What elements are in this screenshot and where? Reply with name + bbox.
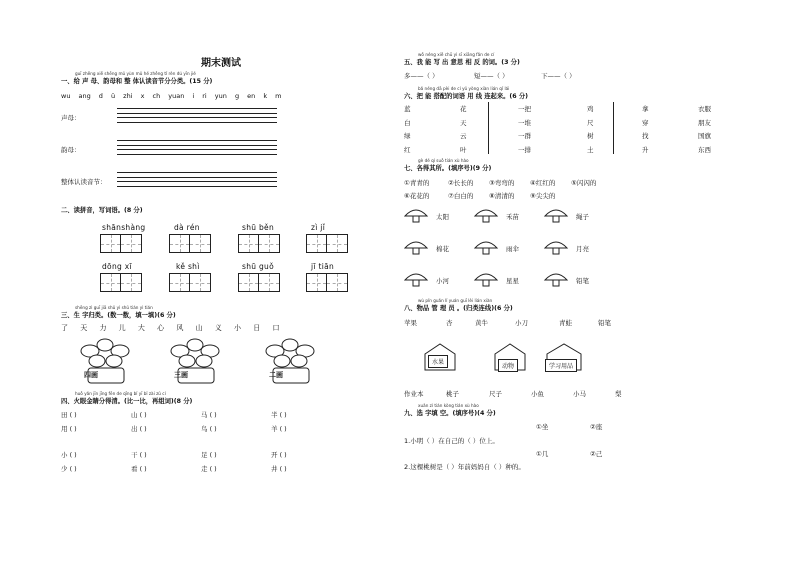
s1-writing-lines-zhengti[interactable] [117,172,277,190]
s8-top-2: 杏 [446,319,453,327]
s1-label-yunmu: 韵母： [61,146,81,154]
house-label-fruit: 水果 [428,355,448,368]
s6-c6-3: 国旗 [698,132,711,140]
s6-c1-4: 红 [404,146,411,154]
s2-pinyin-5: dōng xī [102,262,132,271]
s7-mushrooms [404,206,574,291]
s2-pinyin-7: shū guǒ [242,262,275,271]
s6-c6-2: 朋友 [698,119,711,127]
mush-label-4: 棉花 [436,245,449,253]
s2-pinyin-3: shū běn [242,223,275,232]
s4-r4c4: 井 ( ) [271,465,287,473]
s1-pinyin: guī zhěng xiě shēng mǔ yùn mǔ hé zhěng tǐ rèn dú yīn jié [75,71,196,76]
mushroom-1-3 [545,210,567,222]
s6-c5-3: 找 [642,132,649,140]
s4-r1c3: 马 ( ) [201,411,217,419]
s6-c5-1: 拿 [642,105,649,113]
s6-pinyin: bǎ néng dā pèi de cí yǔ yòng xiàn lián qǐ lái [418,86,510,91]
mushroom-1-1 [405,210,427,222]
s7-opt-9: ⑨尖尖的 [530,192,556,200]
s6-heading: 六、把 能 搭配的词语 用 线 连起来。(6 分) [404,93,529,100]
mush-label-9: 铅笔 [576,277,589,285]
s6-c2-1: 花 [460,105,467,113]
s7-opt-4: ④红红的 [530,179,556,187]
s6-divider-2 [613,102,614,154]
house-label-animal: 动物 [498,359,518,372]
s2-pinyin-2: dà rén [174,223,200,232]
s9-heading: 九、选 字填 空。(填序号)(4 分) [404,410,496,417]
s6-c1-2: 白 [404,119,411,127]
s7-opt-3: ③弯弯的 [489,179,515,187]
mush-label-6: 月亮 [576,245,589,253]
s2-pinyin-1: shānshàng [102,223,146,232]
s1-letters: wu ang d ü zhi x ch yuan i ri yun g en k m [61,92,282,100]
mush-label-2: 禾苗 [506,213,519,221]
s6-c2-2: 天 [460,119,467,127]
mush-label-8: 星星 [506,277,519,285]
mush-label-1: 太阳 [436,213,449,221]
s4-r3c1: 小 ( ) [61,451,77,459]
mushroom-3-2 [475,274,497,286]
s7-heading: 七、各得其所。(填序号)(9 分) [404,165,492,172]
s6-c2-4: 叶 [460,146,467,154]
s8-bottom-1: 作业本 [404,390,424,398]
s2-grid-7[interactable] [238,273,280,292]
s4-r2c2: 出 ( ) [131,425,147,433]
s2-pinyin-8: jī tiān [311,262,335,271]
s3-chars: 了 天 力 儿 大 心 风 山 义 小 日 口 [61,324,280,332]
s3-heading: 三、生 字归类。(数一数，填一填)(6 分) [61,312,176,319]
s6-c3-3: 一群 [518,132,531,140]
pot-label-2: 三画 [174,371,188,379]
s7-pinyin: gè dé qí suǒ tián xù hào [418,158,469,163]
s9-q1: 1.小明（ ）在自己的（ ）位上。 [404,437,499,445]
mushroom-3-3 [545,274,567,286]
house-label-stationery: 学习用品 [545,359,577,372]
page-title: 期末测试 [201,58,241,69]
s4-r3c4: 开 ( ) [271,451,287,459]
s1-label-zhengti: 整体认读音节： [61,178,107,186]
s4-r2c1: 用 ( ) [61,425,77,433]
s6-divider-1 [488,102,489,154]
s6-c3-1: 一把 [518,105,531,113]
s6-c1-3: 绿 [404,132,411,140]
mushroom-2-2 [475,242,497,254]
s6-c4-3: 树 [587,132,594,140]
s7-opt-8: ⑧清清的 [489,192,515,200]
s4-r3c3: 足 ( ) [201,451,217,459]
s4-r1c2: 山 ( ) [131,411,147,419]
s2-pinyin-6: kě shì [176,262,200,271]
s4-r3c2: 干 ( ) [131,451,147,459]
s4-r2c4: 羊 ( ) [271,425,287,433]
s6-c1-1: 蓝 [404,105,411,113]
s6-c4-2: 尺 [587,119,594,127]
s9-opt2-a: ①几 [536,450,549,458]
s2-grid-6[interactable] [169,273,211,292]
mushroom-2-1 [405,242,427,254]
s6-c3-4: 一排 [518,146,531,154]
mushroom-3-1 [405,274,427,286]
s2-grid-4[interactable] [306,234,348,253]
s6-c5-4: 升 [642,146,649,154]
s5-pinyin: wǒ néng xiě chū yì sī xiāng fǎn de cí [418,52,495,57]
mushroom-2-3 [545,242,567,254]
s7-opt-6: ⑥花花的 [404,192,430,200]
s7-opt-7: ⑦白白的 [448,192,474,200]
s6-c6-4: 东西 [698,146,711,154]
s6-c3-2: 一堆 [518,119,531,127]
s9-pinyin: xuǎn zì tián kòng tián xù hào [418,403,479,408]
s4-heading: 四、火眼金睛分得清。(比一比，再组词)(8 分) [61,398,193,405]
s8-top-3: 黄牛 [475,319,488,327]
s8-top-1: 苹果 [404,319,417,327]
mushroom-1-2 [475,210,497,222]
s5-item-2: 短——（ ） [474,72,509,80]
pot-label-1: 四画 [84,371,98,379]
s8-bottom-3: 尺子 [489,390,502,398]
s8-bottom-5: 小马 [573,390,586,398]
s4-r4c1: 少 ( ) [61,465,77,473]
s1-heading: 一、给 声 母、韵母和 整 体认读音节分分类。(15 分) [61,78,213,85]
s8-bottom-4: 小鱼 [531,390,544,398]
s9-opt1-b: ②座 [590,423,603,431]
s2-grid-5[interactable] [100,273,142,292]
s6-c5-2: 穿 [642,119,649,127]
s4-r2c3: 鸟 ( ) [201,425,217,433]
s3-flower-pots [62,338,332,388]
s4-r4c3: 走 ( ) [201,465,217,473]
s8-top-4: 小刀 [515,319,528,327]
mush-label-5: 雨伞 [506,245,519,253]
s8-bottom-6: 梨 [615,390,622,398]
s4-r1c1: 田 ( ) [61,411,77,419]
s9-opt2-b: ②己 [590,450,603,458]
mush-label-7: 小河 [436,277,449,285]
s8-heading: 八、物品 管 理 员 。(归类连线)(6 分) [404,305,513,312]
s5-heading: 五、我 能 写 出 意思 相 反 的词。(3 分) [404,59,520,66]
s4-pinyin: huǒ yǎn jīn jīng fēn de qīng bǐ yī bǐ zài zǔ cí [75,391,166,396]
s9-q2: 2.这棵桃树是（ ）年前妈妈自（ ）种的。 [404,463,525,471]
pot-label-3: 二画 [269,371,283,379]
s2-pinyin-4: zì jǐ [311,223,326,232]
s4-r4c2: 看 ( ) [131,465,147,473]
s4-r1c4: 半 ( ) [271,411,287,419]
mush-label-3: 绳子 [576,213,589,221]
s2-grid-8[interactable] [306,273,348,292]
s1-label-shengmu: 声母： [61,114,81,122]
s5-item-1: 多——（ ） [404,72,439,80]
s6-c6-1: 衣服 [698,105,711,113]
s1-writing-lines-yunmu[interactable] [117,140,277,158]
s9-opt1-a: ①坐 [536,423,549,431]
s6-c4-1: 鸡 [587,105,594,113]
s8-top-5: 青蛙 [559,319,572,327]
s2-heading: 二、读拼音，写词语。(8 分) [61,207,143,214]
s8-pinyin: wù pǐn guǎn lǐ yuán guī lèi lián xiàn [418,298,493,303]
s2-grid-1[interactable] [100,234,142,253]
s8-bottom-2: 桃子 [446,390,459,398]
s2-grid-2[interactable] [169,234,211,253]
s8-top-6: 铅笔 [598,319,611,327]
s7-opt-5: ⑤闪闪的 [571,179,597,187]
s3-pinyin: shēng zì guī jiā shǔ yì shǔ tián yì tián [75,305,153,310]
s6-c4-4: 土 [587,146,594,154]
s5-item-3: 下——（ ） [541,72,576,80]
s7-opt-2: ②长长的 [448,179,474,187]
s2-grid-3[interactable] [238,234,280,253]
s6-c2-3: 云 [460,132,467,140]
s1-writing-lines-shengmu[interactable] [117,108,277,126]
s7-opt-1: ①青青的 [404,179,430,187]
